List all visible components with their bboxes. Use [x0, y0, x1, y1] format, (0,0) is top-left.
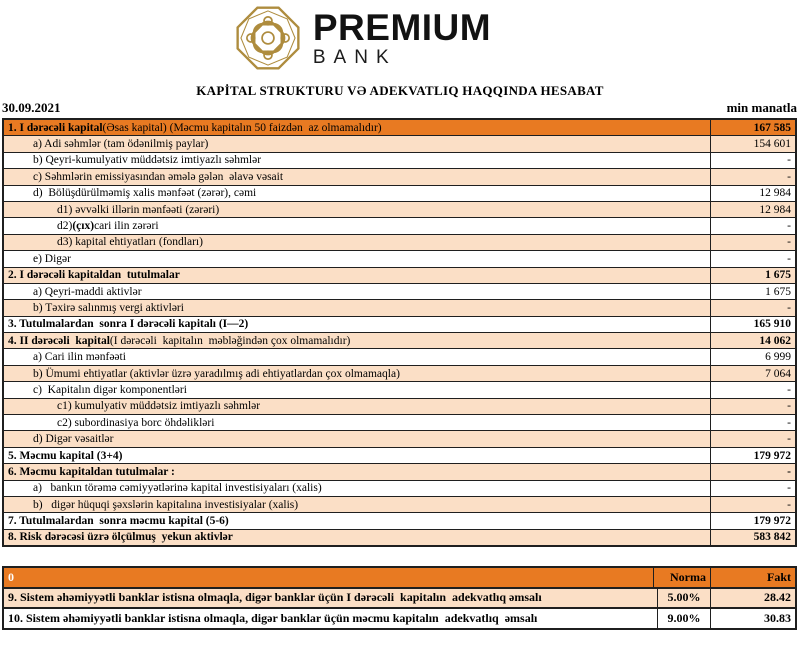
row-norma: 5.00% [657, 589, 710, 608]
row-norma: 9.00% [657, 609, 710, 628]
row-label: c2) subordinasiya borc öhdəlikləri [57, 416, 215, 429]
table-row [4, 529, 795, 545]
bank-logo [0, 0, 762, 74]
table-row [4, 430, 795, 446]
table-row [4, 267, 795, 283]
table-row [4, 480, 795, 496]
row-label: d) Digər vəsaitlər [33, 433, 114, 446]
table-header-row [4, 568, 795, 587]
row-value: 179 972 [710, 448, 795, 463]
row-value: 583 842 [710, 530, 795, 545]
row-label: c) Kapitalın digər komponentləri [33, 383, 187, 396]
row-label: a) Adi səhmlər (tam ödənilmiş paylar) [33, 138, 209, 151]
row-label: 3. Tutulmalardan sonra I dərəcəli kapitalı (I—2) [8, 318, 249, 331]
table-row [4, 447, 795, 463]
row-value: - [710, 251, 795, 266]
row-value: 14 062 [710, 333, 795, 348]
row-value: - [710, 169, 795, 184]
row-value: - [710, 300, 795, 315]
row-fakt: 30.83 [710, 609, 795, 628]
row-label: d2) (çıx) cari ilin zərəri [57, 220, 159, 233]
row-value: - [710, 497, 795, 512]
row-label: 5. Məcmu kapital (3+4) [8, 449, 123, 462]
row-label: 10. Sistem əhəmiyyətli banklar istisna olmaqla, digər banklar üçün məcmu kapitalın adekvatlıq əmsalı [8, 610, 538, 625]
report-title: KAPİTAL STRUKTURU VƏ ADEKVATLIQ HAQQINDA HESABAT [196, 83, 604, 98]
row-value: - [710, 464, 795, 479]
table-row [4, 332, 795, 348]
table-row [4, 299, 795, 315]
row-value: 7 064 [710, 366, 795, 381]
row-value: - [710, 431, 795, 446]
capital-structure-table [2, 118, 797, 547]
row-label: a) Cari ilin mənfəəti [33, 351, 126, 364]
row-label: d1) əvvəlki illərin mənfəəti (zərəri) [57, 203, 220, 216]
row-label: 7. Tutulmalardan sonra məcmu kapital (5-6) [8, 515, 229, 528]
row-value: - [710, 235, 795, 250]
row-label: a) bankın törəmə cəmiyyətlərinə kapital investisiyaları (xalis) [33, 482, 322, 495]
table-row [4, 185, 795, 201]
meta-row [0, 100, 800, 116]
row-value: 6 999 [710, 349, 795, 364]
brand-name: PREMIUM [312, 7, 492, 48]
row-value: 1 675 [710, 268, 795, 283]
row-value: - [710, 415, 795, 430]
table-row [4, 414, 795, 430]
table-row [4, 234, 795, 250]
table-row [4, 512, 795, 528]
row-label: 6. Məcmu kapitaldan tutulmalar : [8, 465, 175, 478]
table-row [4, 381, 795, 397]
row-value: 165 910 [710, 317, 795, 332]
table-row [4, 365, 795, 381]
row-label: b) Qeyri-kumulyativ müddətsiz imtiyazlı səhmlər [33, 154, 262, 167]
row-label: 8. Risk dərəcəsi üzrə ölçülmuş yekun aktivlər [8, 531, 233, 544]
table-row [4, 398, 795, 414]
row-fakt: 28.42 [710, 589, 795, 608]
row-value: - [710, 218, 795, 233]
row-label: b) Ümumi ehtiyatlar (aktivlər üzrə yaradılmış adi ehtiyatlardan çox olmamaqla) [33, 367, 400, 380]
table-row [4, 283, 795, 299]
table-row [4, 152, 795, 168]
row-label: b) digər hüquqi şəxslərin kapitalına investisiyalar (xalis) [33, 498, 299, 511]
table-row [4, 607, 795, 628]
report-date: 30.09.2021 [2, 100, 61, 115]
table-row [4, 135, 795, 151]
premium-bank-knot-icon [233, 5, 303, 71]
row-value: - [710, 481, 795, 496]
row-label: b) Təxirə salınmış vergi aktivləri [33, 301, 184, 314]
table-row [4, 217, 795, 233]
header-norma: Norma [653, 568, 710, 587]
row-label: c1) kumulyativ müddətsiz imtiyazlı səhmlər [57, 400, 261, 413]
currency-unit: min manatla [726, 100, 797, 115]
row-value: 179 972 [710, 513, 795, 528]
row-label: 1. I dərəcəli kapital (Əsas kapital) (Məcmu kapitalın 50 faizdən az olmamalıdır) [8, 121, 382, 134]
brand-subtitle: BANK [312, 47, 397, 68]
row-label: c) Səhmlərin emissiyasından əmələ gələn əlavə vəsait [33, 170, 284, 183]
header-col0: 0 [8, 569, 14, 584]
row-value: - [710, 382, 795, 397]
table-row [4, 587, 795, 608]
row-label: 2. I dərəcəli kapitaldan tutulmalar [8, 269, 180, 282]
row-value: - [710, 153, 795, 168]
header-fakt: Fakt [710, 568, 795, 587]
row-label: d3) kapital ehtiyatları (fondları) [57, 236, 203, 249]
row-label: 4. II dərəcəli kapital (I dərəcəli kapitalın məbləğindən çox olmamalıdır) [8, 334, 351, 347]
row-value: - [710, 399, 795, 414]
adequacy-ratios-table [2, 566, 797, 630]
row-label: d) Bölüşdürülməmiş xalis mənfəət (zərər), cəmi [33, 187, 257, 200]
table-row [4, 348, 795, 364]
row-value: 1 675 [710, 284, 795, 299]
table-row [4, 316, 795, 332]
table-row [4, 496, 795, 512]
row-label: e) Digər [33, 252, 71, 265]
table-row [4, 201, 795, 217]
table-row [4, 120, 795, 135]
table-row [4, 250, 795, 266]
row-label: 9. Sistem əhəmiyyətli banklar istisna olmaqla, digər banklar üçün I dərəcəli kapitalın adekvatlıq əmsalı [8, 590, 542, 605]
table-row [4, 463, 795, 479]
row-value: 154 601 [710, 136, 795, 151]
row-value: 12 984 [710, 202, 795, 217]
row-label: a) Qeyri-maddi aktivlər [33, 285, 142, 298]
row-value: 12 984 [710, 186, 795, 201]
table-row [4, 168, 795, 184]
row-value: 167 585 [710, 120, 795, 135]
